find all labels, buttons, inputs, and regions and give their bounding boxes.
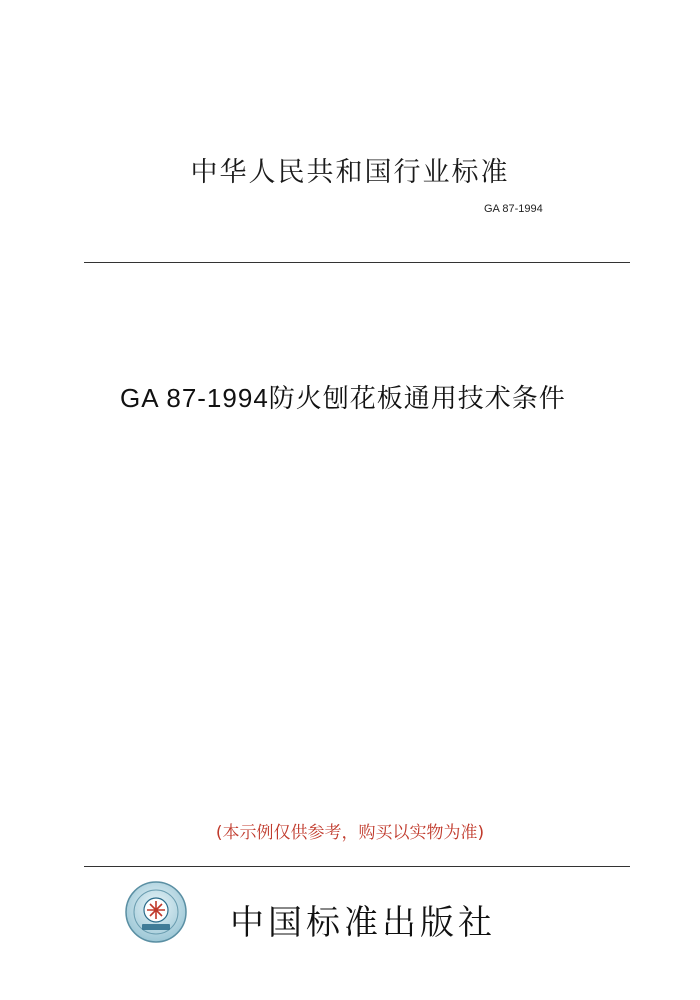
top-divider (84, 262, 630, 263)
standard-code-small: GA 87-1994 (484, 203, 543, 215)
standard-category-title: 中华人民共和国行业标准 (190, 157, 510, 188)
publisher-name: 中国标准出版社 (230, 903, 496, 943)
publisher-seal-icon (124, 880, 188, 944)
document-code: GA 87-1994 (120, 383, 269, 413)
document-title (120, 378, 566, 415)
sample-disclaimer: (本示例仅供参考，购买以实物为准) (215, 823, 485, 843)
bottom-divider (84, 866, 630, 867)
document-name: 防火刨花板通用技术条件 (268, 384, 566, 414)
